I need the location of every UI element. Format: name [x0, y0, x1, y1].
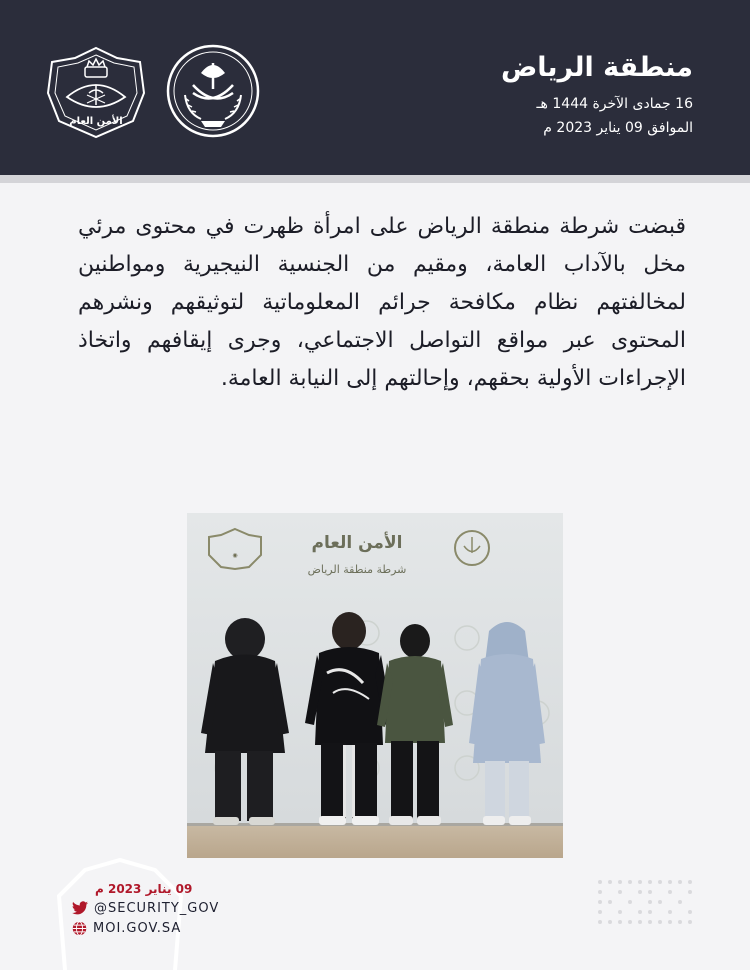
twitter-link[interactable] — [72, 899, 219, 917]
wall-subtitle: شرطة منطقة الرياض — [307, 563, 407, 576]
website-url: MOI.GOV.SA — [93, 920, 182, 936]
svg-text:◉: ◉ — [232, 552, 238, 559]
hijri-date: 16 جمادى الآخرة 1444 هـ — [536, 96, 693, 112]
twitter-icon — [72, 901, 88, 915]
news-photo — [187, 513, 563, 858]
ministry-emblem-icon — [165, 43, 261, 139]
header-divider — [0, 175, 750, 183]
article-body: قبضت شرطة منطقة الرياض على امرأة ظهرت في محتوى مرئي مخل بالآداب العامة، ومقيم من الجنسية النيجيرية ومواطنين لمخالفتهم نظام مكافحة جرائم المعلوماتية لتوثيقهم ونشرهم المحتوى عبر مواقع التواصل الاجتماعي، وجرى إيقافهم واتخاذ الإجراءات الأولية بحقهم، وإحالتهم إلى النيابة العامة. — [78, 214, 686, 391]
header-banner — [0, 0, 750, 175]
badge-text: الأمن العام — [69, 116, 123, 127]
photo-illustration — [187, 513, 563, 858]
website-link[interactable] — [72, 919, 181, 937]
footer-date: 09 يناير 2023 م — [95, 882, 193, 896]
wall-title: الأمن العام — [311, 533, 403, 553]
globe-icon — [72, 921, 87, 936]
twitter-handle: @SECURITY_GOV — [94, 900, 220, 916]
public-security-badge-icon — [45, 45, 147, 140]
region-title: منطقة الرياض — [500, 52, 693, 83]
decorative-dots-icon — [594, 876, 704, 926]
gregorian-date: الموافق 09 يناير 2023 م — [543, 120, 693, 136]
